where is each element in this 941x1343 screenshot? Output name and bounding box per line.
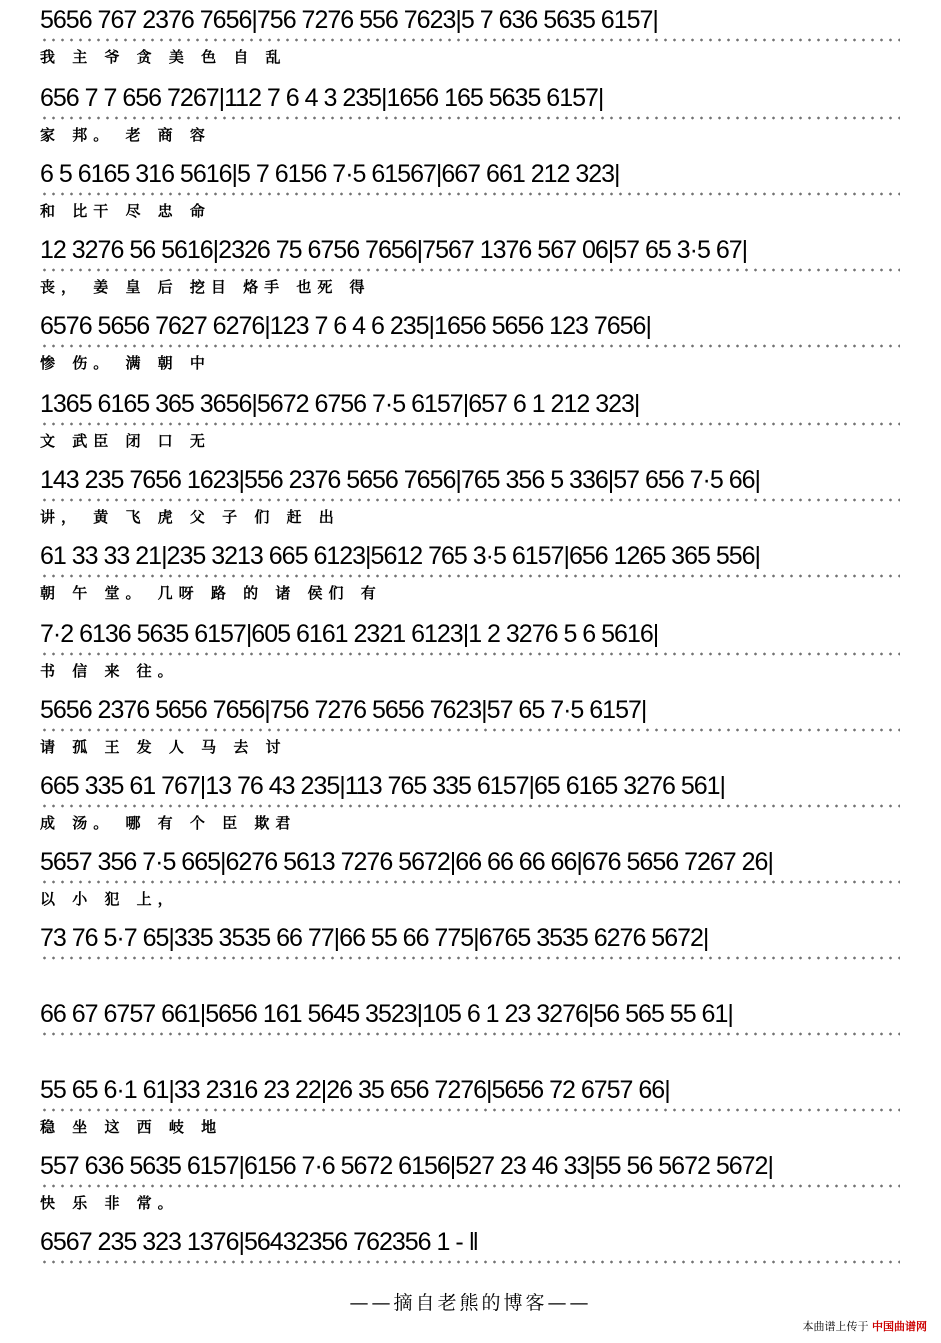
score-system (40, 236, 900, 314)
score-system (40, 6, 900, 84)
score-system (40, 696, 900, 774)
source-footer: ——摘自老熊的博客—— (349, 1292, 592, 1314)
upload-credit (803, 1318, 928, 1334)
octave-dots (40, 266, 900, 274)
credit-prefix: 本曲谱上传于 (802, 1320, 869, 1333)
lyric-line: 和 比干 尽 忠 命 (40, 202, 211, 220)
lyric-line: 惨 伤。 满 朝 中 (40, 354, 211, 372)
octave-dots (40, 572, 900, 580)
octave-dots (40, 878, 900, 886)
notation-line: 66 67 6757 661|5656 161 5645 3523|105 6 1 23 3276|56 565 55 61| (40, 1000, 733, 1028)
lyric-line: 文 武臣 闭 口 无 (40, 432, 211, 450)
octave-dots (40, 342, 900, 350)
lyric-line: 丧， 姜 皇 后 挖目 烙手 也死 得 (40, 278, 371, 296)
octave-dots (40, 802, 900, 810)
octave-dots (40, 1258, 900, 1266)
notation-line: 55 65 6·1 61|33 2316 23 22|26 35 656 7276|5656 72 6757 66| (40, 1076, 670, 1104)
score-system (40, 924, 900, 1002)
octave-dots (40, 114, 900, 122)
lyric-line: 书 信 来 往。 (40, 662, 179, 680)
score-system (40, 848, 900, 926)
notation-line: 665 335 61 767|13 76 43 235|113 765 335 6157|65 6165 3276 561| (40, 772, 726, 800)
lyric-line: 朝 午 堂。 几呀 路 的 诸 侯们 有 (40, 584, 382, 602)
lyric-line (40, 1040, 900, 1064)
notation-line: 61 33 33 21|235 3213 665 6123|5612 765 3·5 6157|656 1265 365 556| (40, 542, 761, 570)
octave-dots (40, 36, 900, 44)
notation-line: 656 7 7 656 7267|112 7 6 4 3 235|1656 165 5635 6157| (40, 84, 604, 112)
notation-line: 12 3276 56 5616|2326 75 6756 7656|7567 1376 567 06|57 65 3·5 67| (40, 236, 748, 264)
score-system (40, 466, 900, 544)
lyric-line: 请 孤 王 发 人 马 去 讨 (40, 738, 287, 756)
lyric-line: 稳 坐 这 西 岐 地 (40, 1118, 223, 1136)
notation-line: 5657 356 7·5 665|6276 5613 7276 5672|66 66 66 66|676 5656 7267 26| (40, 848, 773, 876)
notation-line: 7·2 6136 5635 6157|605 6161 2321 6123|1 2 3276 5 6 5616| (40, 620, 659, 648)
lyric-line: 家 邦。 老 商 容 (40, 126, 211, 144)
score-system (40, 772, 900, 850)
lyric-line: 我 主 爷 贪 美 色 自 乱 (40, 48, 287, 66)
notation-line: 6 5 6165 316 5616|5 7 6156 7·5 61567|667 661 212 323| (40, 160, 620, 188)
score-system (40, 1076, 900, 1154)
score-system (40, 1000, 900, 1078)
octave-dots (40, 650, 900, 658)
lyric-line: 讲， 黄 飞 虎 父 子 们 赶 出 (40, 508, 340, 526)
score-system (40, 312, 900, 390)
lyric-line: 快 乐 非 常。 (40, 1194, 179, 1212)
octave-dots (40, 190, 900, 198)
notation-line: 6567 235 323 1376|56432356 762356 1 - ‖ (40, 1228, 478, 1256)
lyric-line: 成 汤。 哪 有 个 臣 欺君 (40, 814, 297, 832)
score-system (40, 620, 900, 698)
notation-line: 5656 767 2376 7656|756 7276 556 7623|5 7 636 5635 6157| (40, 6, 658, 34)
octave-dots (40, 1106, 900, 1114)
score-system (40, 1152, 900, 1230)
notation-line: 5656 2376 5656 7656|756 7276 5656 7623|57 65 7·5 6157| (40, 696, 647, 724)
score-system (40, 160, 900, 238)
octave-dots (40, 726, 900, 734)
score-system (40, 542, 900, 620)
octave-dots (40, 1030, 900, 1038)
notation-line: 557 636 5635 6157|6156 7·6 5672 6156|527 23 46 33|55 56 5672 5672| (40, 1152, 773, 1180)
notation-line: 6576 5656 7627 6276|123 7 6 4 6 235|1656 5656 123 7656| (40, 312, 651, 340)
octave-dots (40, 1182, 900, 1190)
notation-line: 143 235 7656 1623|556 2376 5656 7656|765 356 5 336|57 656 7·5 66| (40, 466, 761, 494)
score-system (40, 390, 900, 468)
octave-dots (40, 496, 900, 504)
notation-line: 73 76 5·7 65|335 3535 66 77|66 55 66 775|6765 3535 6276 5672| (40, 924, 709, 952)
score-system (40, 84, 900, 162)
lyric-line: 以 小 犯 上， (40, 890, 179, 908)
site-logo-text[interactable]: 中国曲谱网 (872, 1320, 927, 1333)
notation-line: 1365 6165 365 3656|5672 6756 7·5 6157|657 6 1 212 323| (40, 390, 640, 418)
lyric-line (40, 964, 900, 988)
octave-dots (40, 420, 900, 428)
octave-dots (40, 954, 900, 962)
